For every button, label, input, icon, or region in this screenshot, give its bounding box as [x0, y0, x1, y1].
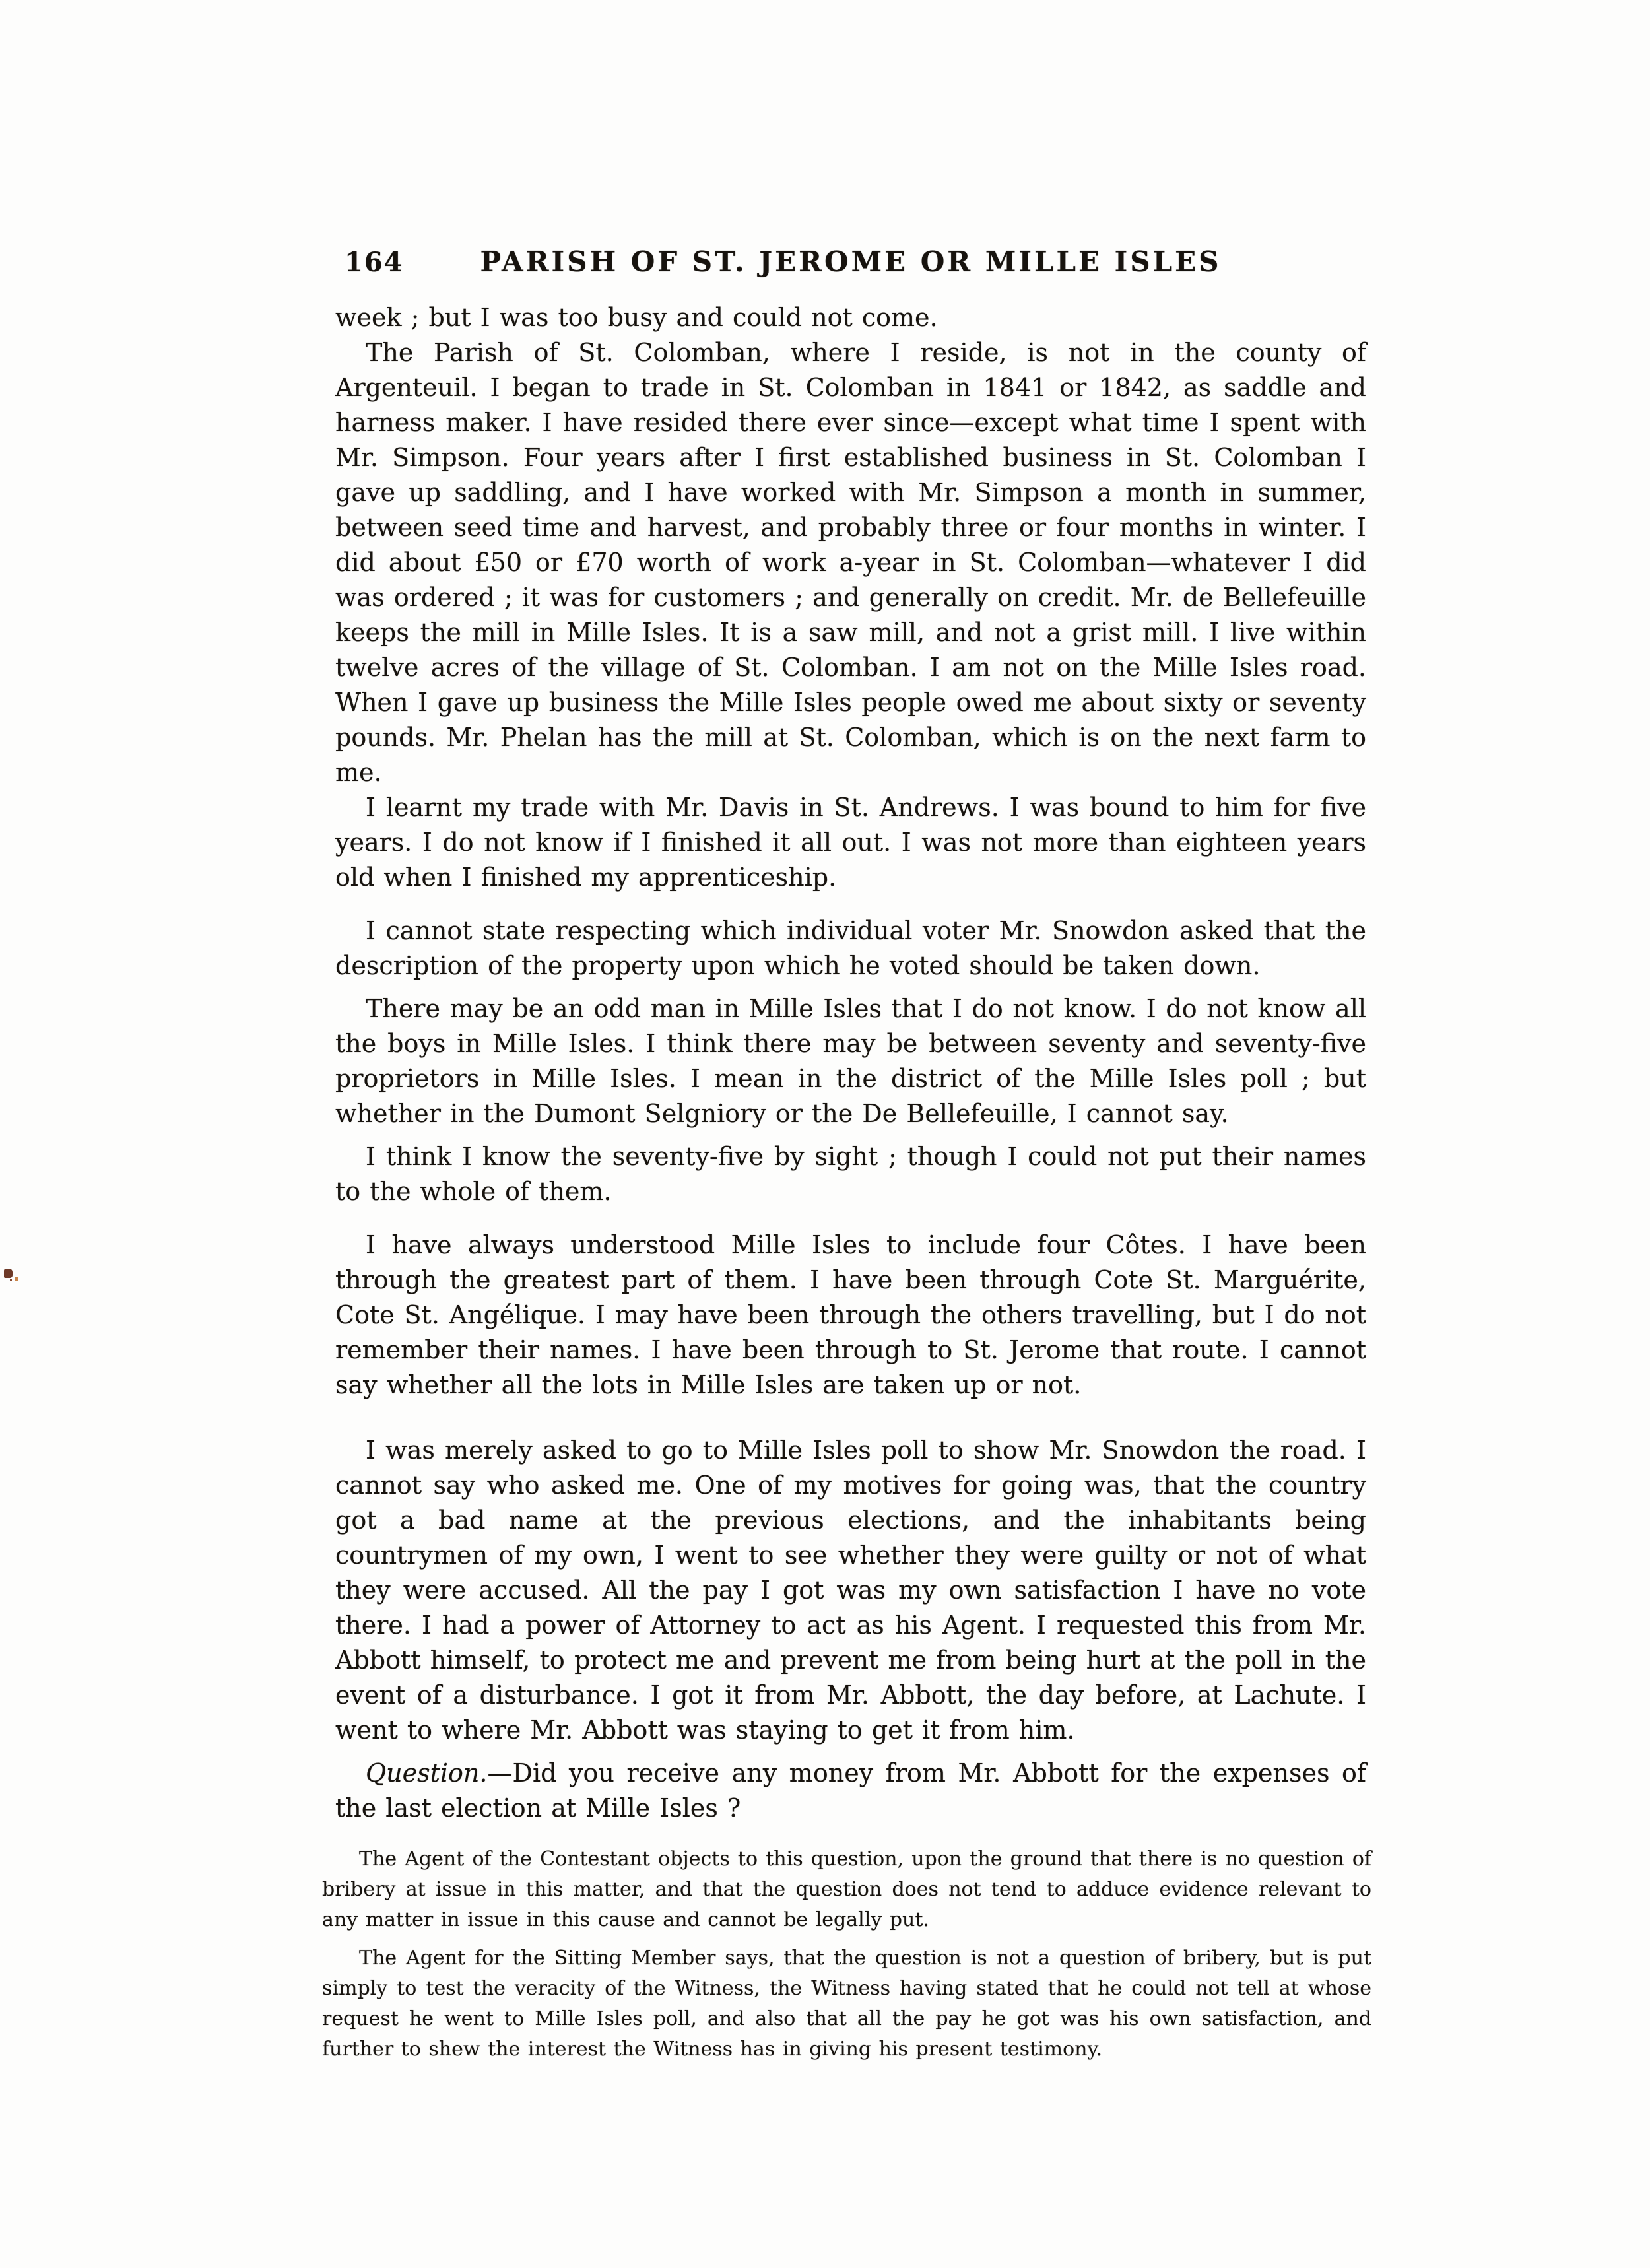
testimony-paragraph-parish: The Parish of St. Colomban, where I reside, is not in the county of Argenteuil. I began to trade in St. Colomban in 1841 or 1842, as saddle and harness maker. I have resided there ever since—except what time I spent with Mr. Simpson. Four years after I first established business in St. Colomban I gave up saddling, and I have worked with Mr. Simpson a month in summer, between seed time and harvest, and probably three or four months in winter. I did about £50 or £70 worth of work a-year in St. Colomban—whatever I did was ordered ; it was for customers ; and generally on credit. Mr. de Bellefeuille keeps the mill in Mille Isles. It is a saw mill, and not a grist mill. I live within twelve acres of the village of St. Colomban. I am not on the Mille Isles road. When I gave up business the Mille Isles people owed me about sixty or seventy pounds. Mr. Phelan has the mill at St. Colomban, which is on the next farm to me. — [335, 338, 1366, 787]
testimony-paragraph-continuation: week ; but I was too busy and could not come. — [335, 303, 938, 332]
question-paragraph — [335, 1756, 1366, 1826]
page-header — [335, 246, 1366, 285]
page-title: PARISH OF ST. JEROME OR MILLE ISLES — [480, 246, 1222, 278]
question-text: —Did you receive any money from Mr. Abbott for the expenses of the last election at Mille Isles ? — [335, 1758, 1366, 1822]
testimony-paragraph-poll: I was merely asked to go to Mille Isles poll to show Mr. Snowdon the road. I cannot say who asked me. One of my motives for going was, that the country got a bad name at the previous elections, and the inhabitants being countrymen of my own, I went to see whether they were guilty or not of what they were accused. All the pay I got was my own satisfaction I have no vote there. I had a power of Attorney to act as his Agent. I requested this from Mr. Abbott himself, to protect me and prevent me from being hurt at the poll in the event of a disturbance. I got it from Mr. Abbott, the day before, at Lachute. I went to where Mr. Abbott was staying to get it from him. — [335, 1436, 1366, 1745]
testimony-paragraph-trade: I learnt my trade with Mr. Davis in St. Andrews. I was bound to him for five years. I do not know if I finished it all out. I was not more than eighteen years old when I finished my apprenticeship. — [335, 793, 1366, 892]
page-number: 164 — [345, 247, 404, 278]
testimony-paragraph-proprietors: There may be an odd man in Mille Isles that I do not know. I do not know all the boys in Mille Isles. I think there may be between seventy and seventy-five proprietors in Mille Isles. I mean in the district of the Mille Isles poll ; but whether in the Dumont Selgniory or the De Bellefeuille, I cannot say. — [335, 994, 1366, 1128]
testimony-paragraph-cotes: I have always understood Mille Isles to include four Côtes. I have been through the greatest part of them. I have been through Cote St. Marguérite, Cote St. Angélique. I may have been through the others travelling, but I do not remember their names. I have been through to St. Jerome that route. I cannot say whether all the lots in Mille Isles are taken up or not. — [335, 1230, 1366, 1399]
testimony-paragraph-sight: I think I know the seventy-five by sight ; though I could not put their names to the whole of them. — [335, 1142, 1366, 1206]
text-block — [322, 300, 1371, 2065]
objection-paragraph: The Agent of the Contestant objects to this question, upon the ground that there is no question of bribery at issue in this matter, and that the question does not tend to adduce evidence relevant to any matter in issue in this cause and cannot be legally put. — [322, 1848, 1371, 1931]
question-label: Question. — [366, 1758, 488, 1787]
ink-speck — [4, 1269, 13, 1278]
testimony-paragraph-voter: I cannot state respecting which individual voter Mr. Snowdon asked that the description of the property upon which he voted should be taken down. — [335, 916, 1366, 980]
reply-paragraph: The Agent for the Sitting Member says, that the question is not a question of bribery, but is put simply to test the veracity of the Witness, the Witness having stated that he could not tell at whose request he went to Mille Isles poll, and also that all the pay he got was his own satisfaction, and further to shew the interest the Witness has in giving his present testimony. — [322, 1947, 1371, 2061]
